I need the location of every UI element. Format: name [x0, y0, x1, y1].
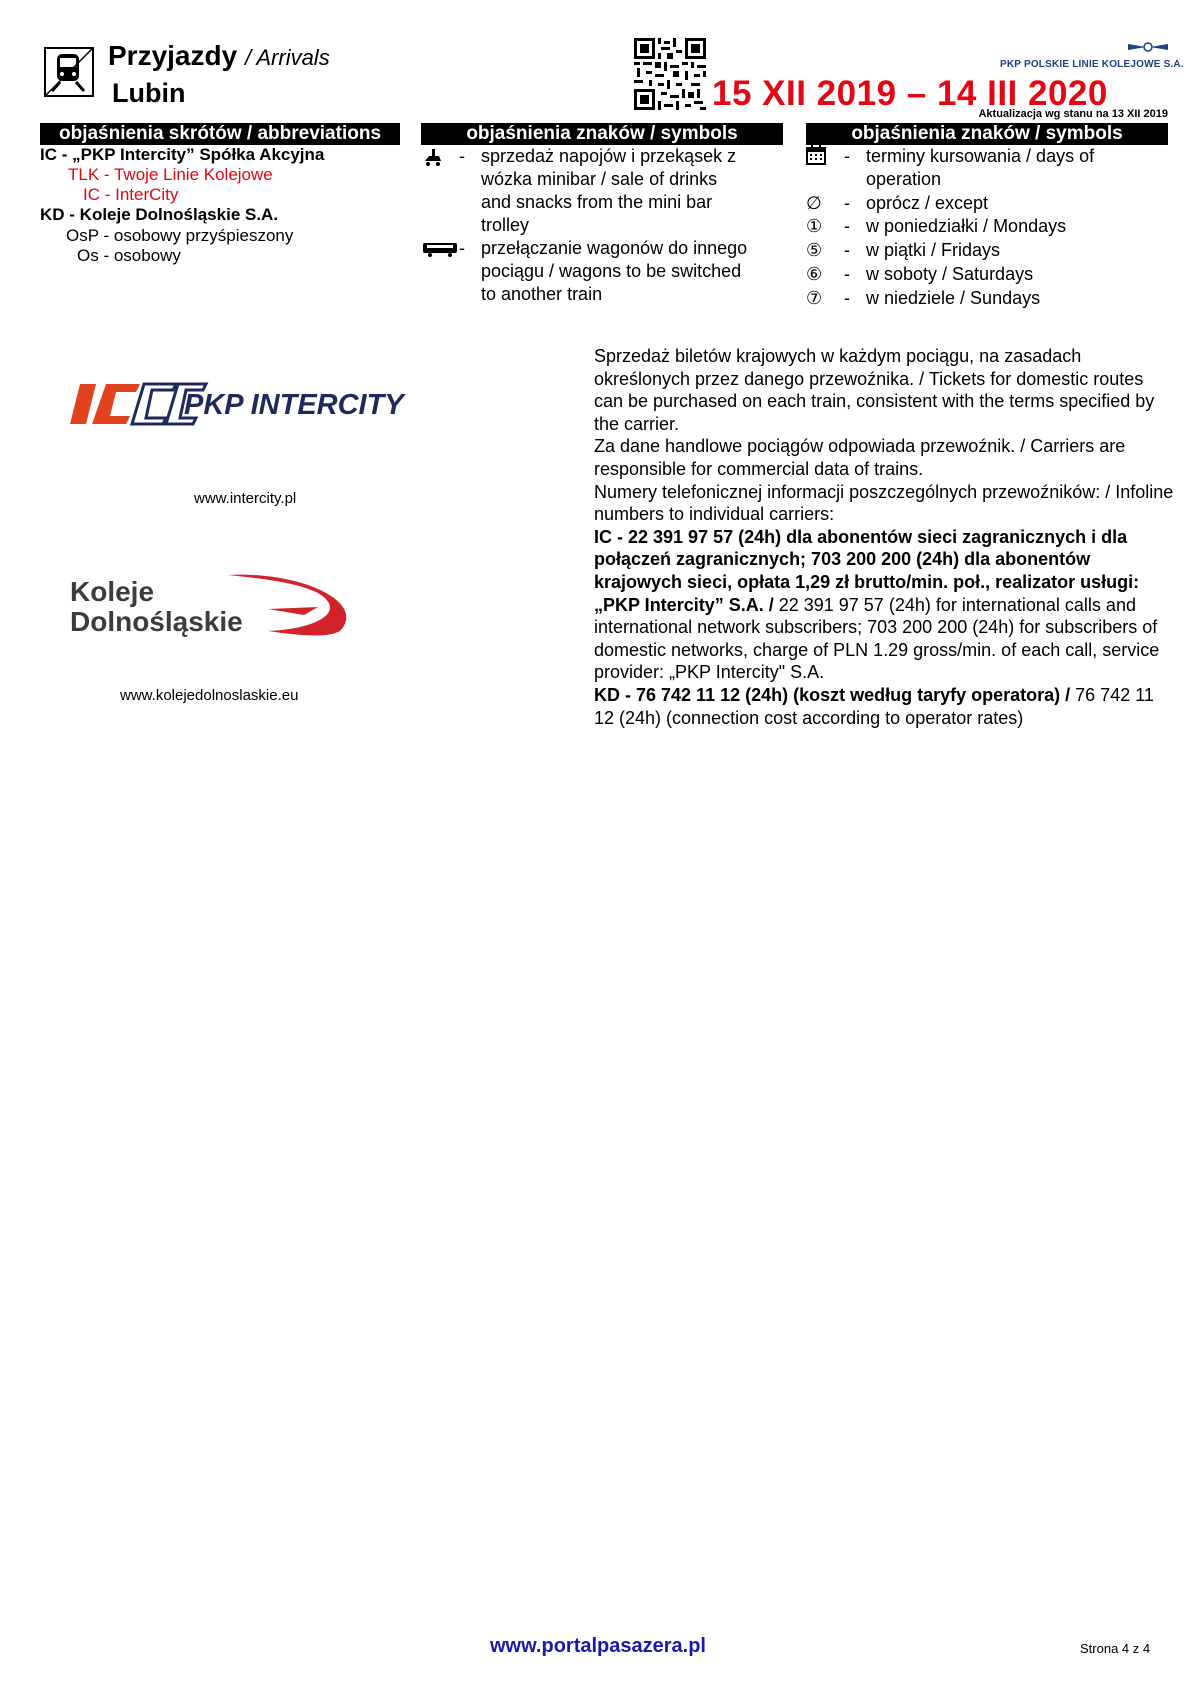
sunday-icon: ⑦: [806, 288, 823, 308]
symbol-row-wagon-switch: [421, 237, 747, 306]
symbol-row-except: [806, 192, 988, 215]
abbr-kd-company: KD - Koleje Dolnośląskie S.A.: [40, 205, 279, 224]
info-paragraph-infoline: Numery telefonicznej informacji poszczególnych przewoźników: / Infoline numbers to individual carriers:: [594, 481, 1174, 525]
pkp-wings-icon: [1126, 40, 1170, 54]
symbol-except-text: oprócz / except: [866, 193, 989, 213]
symbol-dash: -: [844, 240, 850, 260]
minibar-trolley-icon: [421, 145, 459, 237]
kd-phone-bold: KD - 76 742 11 12 (24h) (koszt według taryfy operatora) /: [594, 684, 1071, 705]
info-paragraph-tickets: Sprzedaż biletów krajowych w każdym pociągu, na zasadach określonych przez danego przewoźnika. / Tickets for domestic routes can be purchased on each train, consistent with the terms specified by the carrier.: [594, 346, 1155, 434]
ticket-info-block: [594, 345, 1174, 729]
title-main: Przyjazdy: [108, 40, 238, 71]
monday-icon: ①: [806, 216, 823, 236]
symbol-row-sunday: [806, 287, 1040, 310]
pkp-plk-logo: [1000, 40, 1184, 70]
kd-url[interactable]: www.kolejedolnoslaskie.eu: [120, 687, 299, 704]
symbol-wagon-switch-text: [481, 237, 747, 306]
ic-phone-normal: 22 391 97 57 (24h) for international calls and international network subscribers; 703 200 200 (24h) for subscribers of domestic networks, charge of PLN 1.29 gross/min. of each call, service provider: „PKP Intercity" S.A.: [594, 594, 1160, 683]
info-paragraph-kd-phone: [594, 684, 1174, 729]
abbr-os: Os - osobowy: [77, 246, 181, 265]
symbol-sunday-text: w niedziele / Sundays: [866, 288, 1041, 308]
intercity-url[interactable]: www.intercity.pl: [194, 490, 297, 507]
symbol-calendar-line: terminy kursowania / days of: [866, 146, 1095, 166]
abbr-tlk: TLK - Twoje Linie Kolejowe: [68, 165, 273, 184]
train-icon: [44, 47, 94, 97]
ic-phone-bold: IC - 22 391 97 57 (24h) dla abonentów sieci zagranicznych i dla połączeń zagranicznych; 703 200 200 (24h) dla abonentów krajowych sieci, opłata 1,29 zł brutto/min. poł., realizator usługi: „PKP Intercity” S.A. /: [594, 526, 1140, 615]
symbol-dash: -: [459, 146, 465, 166]
page-number: Strona 4 z 4: [1080, 1641, 1151, 1656]
validity-date-range: 15 XII 2019 – 14 III 2020: [712, 74, 1108, 113]
kd-phone-normal: 76 742 11 12 (24h) (connection cost according to operator rates): [594, 684, 1154, 728]
abbreviations-heading: objaśnienia skrótów / abbreviations: [40, 123, 400, 145]
info-paragraph-ic-phone: [594, 526, 1174, 684]
kd-logo-line2: Dolnośląskie: [70, 606, 243, 637]
symbol-wagon-line: przełączanie wagonów do innego: [481, 238, 748, 258]
abbr-osp: OsP - osobowy przyśpieszony: [66, 226, 294, 245]
symbol-row-calendar: [806, 145, 1094, 191]
qr-code[interactable]: [634, 38, 706, 110]
symbol-dash: -: [844, 193, 850, 213]
symbol-monday-text: w poniedziałki / Mondays: [866, 216, 1067, 236]
symbol-minibar-line: trolley: [481, 215, 530, 235]
symbol-minibar-line: sprzedaż napojów i przekąsek z: [481, 146, 737, 166]
symbol-minibar-line: wózka minibar / sale of drinks: [481, 169, 718, 189]
symbol-dash: -: [844, 216, 850, 236]
symbols-heading-right: objaśnienia znaków / symbols: [806, 123, 1168, 145]
koleje-dolnoslaskie-logo: [68, 571, 358, 643]
symbol-row-friday: [806, 239, 1000, 262]
portal-pasazera-link[interactable]: www.portalpasazera.pl: [490, 1635, 706, 1657]
saturday-icon: ⑥: [806, 264, 823, 284]
update-note: Aktualizacja wg stanu na 13 XII 2019: [978, 108, 1168, 120]
symbol-wagon-line: pociągu / wagons to be switched: [481, 261, 742, 281]
except-icon: ∅: [806, 193, 822, 213]
pkp-intercity-logo: [66, 378, 426, 430]
abbr-ic: IC - InterCity: [83, 185, 179, 204]
abbreviations-list: [40, 145, 400, 275]
symbol-friday-text: w piątki / Fridays: [866, 240, 1001, 260]
symbols-heading-left: objaśnienia znaków / symbols: [421, 123, 783, 145]
symbol-dash: -: [844, 264, 850, 284]
symbol-saturday-text: w soboty / Saturdays: [866, 264, 1034, 284]
symbol-wagon-line: to another train: [481, 284, 603, 304]
kd-logo-line1: Koleje: [70, 576, 155, 607]
symbol-minibar-line: and snacks from the mini bar: [481, 192, 713, 212]
symbol-row-minibar: [421, 145, 736, 237]
pkp-intercity-logo-text: PKP INTERCITY: [184, 389, 404, 421]
symbol-dash: -: [844, 288, 850, 308]
abbr-ic-company: IC - „PKP Intercity” Spółka Akcyjna: [40, 145, 325, 164]
calendar-icon: [806, 145, 844, 191]
page-title: [108, 40, 330, 72]
symbol-calendar-line: operation: [866, 169, 942, 189]
symbol-calendar-text: [866, 145, 1094, 191]
wagon-switch-icon: [421, 237, 459, 306]
title-sub: / Arrivals: [244, 45, 330, 70]
friday-icon: ⑤: [806, 240, 823, 260]
station-name: Lubin: [112, 78, 186, 108]
symbol-row-monday: [806, 215, 1066, 238]
symbol-dash: -: [459, 238, 465, 258]
pkp-logo-text: PKP POLSKIE LINIE KOLEJOWE S.A.: [1000, 59, 1184, 70]
info-paragraph-carriers: Za dane handlowe pociągów odpowiada przewoźnik. / Carriers are responsible for commercial data of trains.: [594, 436, 1126, 479]
symbol-dash: -: [844, 146, 850, 166]
symbol-row-saturday: [806, 263, 1033, 286]
symbol-minibar-text: [481, 145, 736, 237]
